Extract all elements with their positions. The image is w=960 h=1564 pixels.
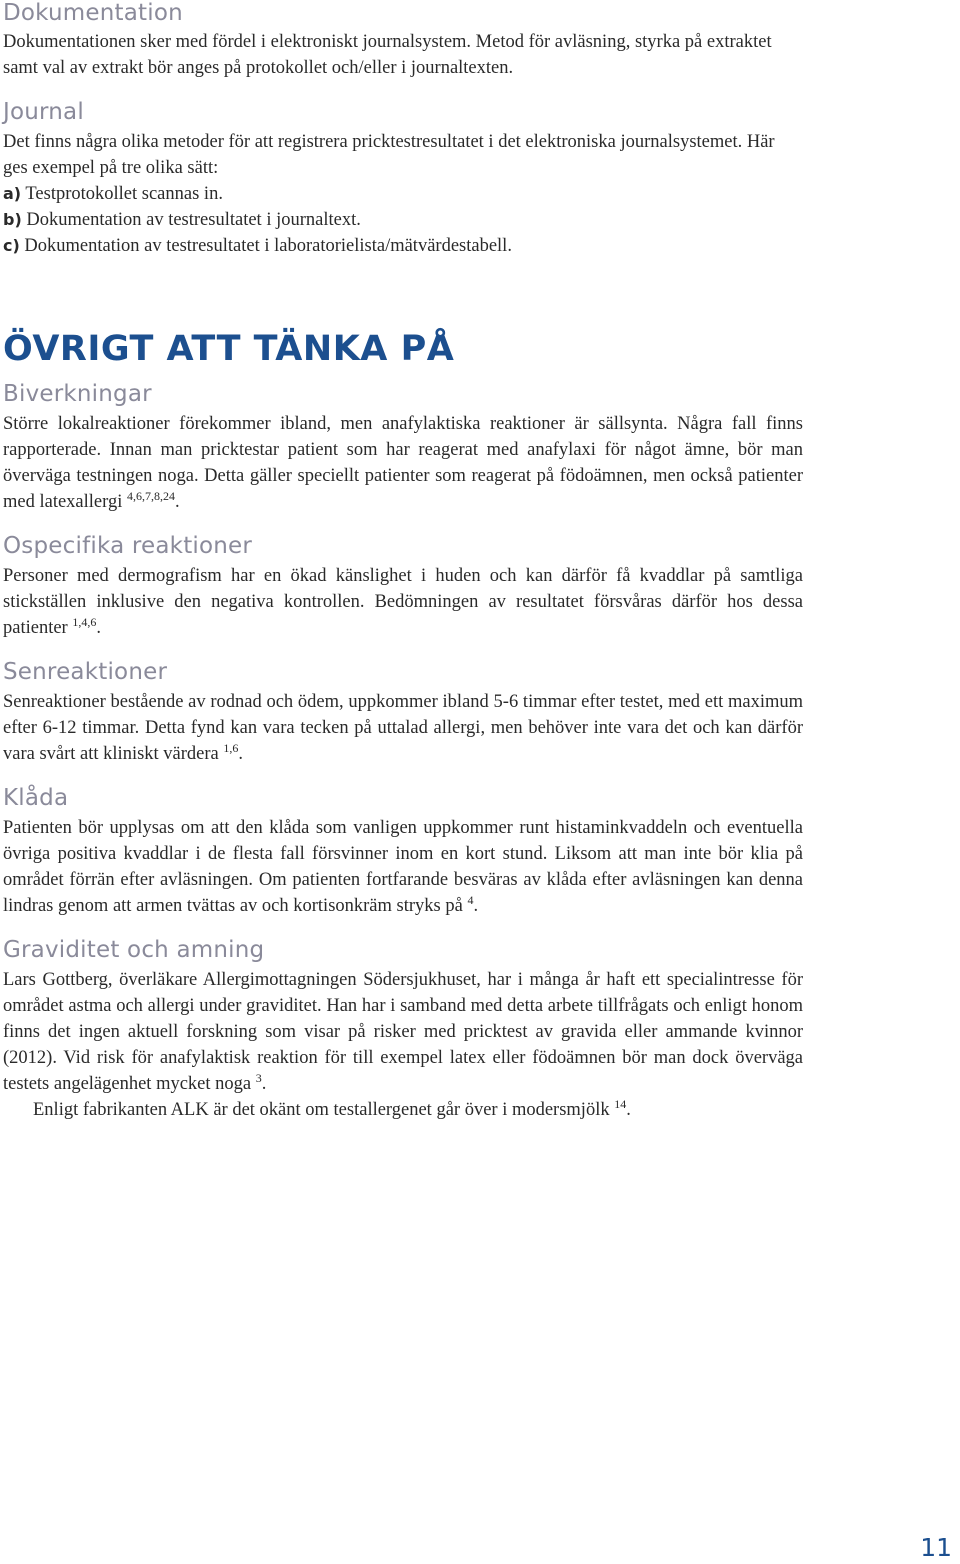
reference: 4 — [467, 893, 474, 907]
graviditet-heading: Graviditet och amning — [3, 937, 265, 963]
senreaktioner-heading: Senreaktioner — [3, 659, 168, 685]
ospecifika-text: Personer med dermografism har en ökad känslighet i huden och kan därför få kvaddlar på samtliga stickställen inklusive den negativa kontrollen. Bedömningen av resultatet försvåras därför hos dessa patienter $^{1,4,6}$. — [3, 566, 803, 638]
document-page — [3, 0, 803, 1123]
main-heading: ÖVRIGT ATT TÄNKA PÅ — [3, 329, 455, 369]
page-number: 11 — [920, 1533, 952, 1562]
reference: 14 — [614, 1097, 627, 1111]
reference: 1,6 — [223, 741, 239, 755]
dokumentation-text: Dokumentationen sker med fördel i elektroniskt journalsystem. Metod för avläsning, styrka på extraktet samt val av extrakt bör anges på protokollet och/eller i journaltexten. — [3, 32, 772, 78]
klada-text: Patienten bör upplysas om att den klåda som vanligen uppkommer runt histaminkvaddeln och eventuella övriga positiva kvaddlar i de flesta fall försvinner inom en kort stund. Liksom att man inte bör klia på området förrän efter avläsningen. Om patienten fortfarande besväras av klåda efter avläsningen kan denna lindras genom att armen tvättas av och kortisonkräm stryks på $^4$. — [3, 818, 803, 916]
klada-heading: Klåda — [3, 785, 69, 811]
ospecifika-heading: Ospecifika reaktioner — [3, 533, 253, 559]
graviditet-text-2: Enligt fabrikanten ALK är det okänt om testallergenet går över i modersmjölk $^{14}$. — [33, 1097, 631, 1120]
reference: 1,4,6 — [72, 615, 97, 629]
graviditet-text: Lars Gottberg, överläkare Allergimottagningen Södersjukhuset, har i många år haft ett specialintresse för området astma och allergi under graviditet. Han har i samband med detta arbete tillfrågats och enligt honom finns det ingen aktuell forskning som visar på risker med pricktest av gravida eller ammande kvinnor (2012). Vid risk för anafylaktisk reaktion för till exempel latex eller födoämnen bör man dock överväga testets angelägenhet mycket noga $^3$. — [3, 970, 803, 1094]
list-item: a) Testprotokollet scannas in. — [3, 184, 223, 204]
biverkningar-text: Större lokalreaktioner förekommer ibland, men anafylaktiska reaktioner är sällsynta. Några fall finns rapporterade. Innan man pricktestar patient som har reagerat med anafylaxi för något ämne, bör man överväga testningen noga. Detta gäller speciellt patienter som reagerat på födoämnen, men också patienter med latexallergi $^{4,6,7,8,24}$. — [3, 414, 803, 512]
dokumentation-heading: Dokumentation — [3, 0, 183, 26]
list-item: b) Dokumentation av testresultatet i journaltext. — [3, 210, 361, 230]
reference: 4,6,7,8,24 — [126, 489, 175, 503]
journal-heading: Journal — [3, 99, 84, 125]
biverkningar-heading: Biverkningar — [3, 381, 152, 407]
journal-text: Det finns några olika metoder för att registrera pricktestresultatet i det elektroniska journalsystemet. Här ges exempel på tre olika sätt: — [3, 132, 775, 178]
list-item: c) Dokumentation av testresultatet i laboratorielista/mätvärdestabell. — [3, 236, 512, 256]
senreaktioner-text: Senreaktioner bestående av rodnad och ödem, uppkommer ibland 5-6 timmar efter testet, med ett maximum efter 6-12 timmar. Detta fynd kan vara tecken på uttalad allergi, men behöver inte vara det och kan därför vara svårt att kliniskt värdera $^{1,6}$. — [3, 692, 803, 764]
reference: 3 — [255, 1071, 262, 1085]
journal-list — [3, 181, 803, 259]
